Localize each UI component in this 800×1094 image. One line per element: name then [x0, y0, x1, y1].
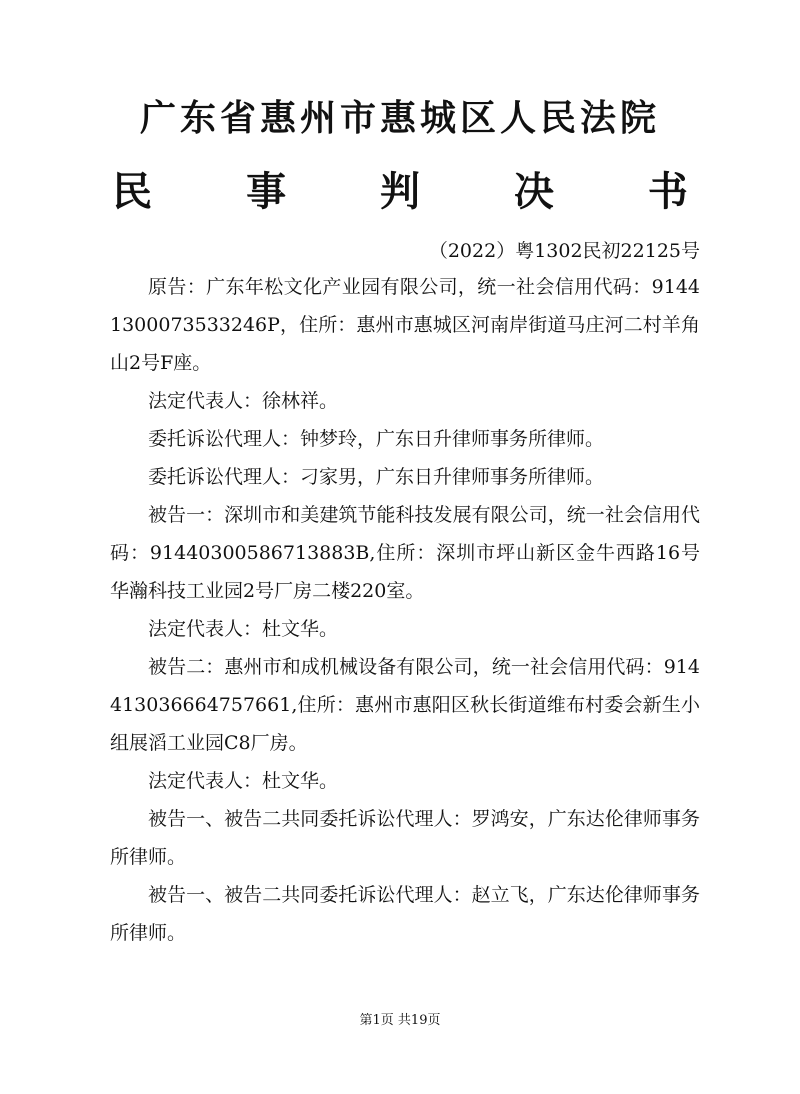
plaintiff-legal-representative: 法定代表人：徐林祥。 [148, 390, 339, 412]
defendants-joint-agent-2: 被告一、被告二共同委托诉讼代理人：赵立飞，广东达伦律师事务所律师。 [110, 884, 700, 944]
defendant-1-legal-representative: 法定代表人：杜文华。 [148, 618, 339, 640]
defendant-1-paragraph: 被告一：深圳市和美建筑节能科技发展有限公司，统一社会信用代码：91440300586713883B,住所：深圳市坪山新区金牛西路16号华瀚科技工业园2号厂房二楼220室。 [110, 504, 700, 602]
plaintiff-agent-1: 委托诉讼代理人：钟梦玲，广东日升律师事务所律师。 [148, 428, 605, 450]
page-footer: 第1页 共19页 [359, 1013, 441, 1028]
document-body [110, 268, 700, 952]
document-title: 民 事 判 决 书 [112, 168, 728, 215]
defendant-2-paragraph: 被告二：惠州市和成机械设备有限公司，统一社会信用代码：914413036664757661,住所：惠州市惠阳区秋长街道维布村委会新生小组展滔工业园C8厂房。 [110, 656, 700, 754]
case-number: （2022）粤1302民初22125号 [428, 240, 700, 262]
court-name: 广东省惠州市惠城区人民法院 [139, 97, 660, 139]
defendant-2-legal-representative: 法定代表人：杜文华。 [148, 770, 339, 792]
defendants-joint-agent-1: 被告一、被告二共同委托诉讼代理人：罗鸿安，广东达伦律师事务所律师。 [110, 808, 700, 868]
plaintiff-agent-2: 委托诉讼代理人：刁家男，广东日升律师事务所律师。 [148, 466, 605, 488]
plaintiff-paragraph: 原告：广东年松文化产业园有限公司，统一社会信用代码：91441300073533246P，住所：惠州市惠城区河南岸街道马庄河二村羊角山2号F座。 [110, 276, 700, 374]
